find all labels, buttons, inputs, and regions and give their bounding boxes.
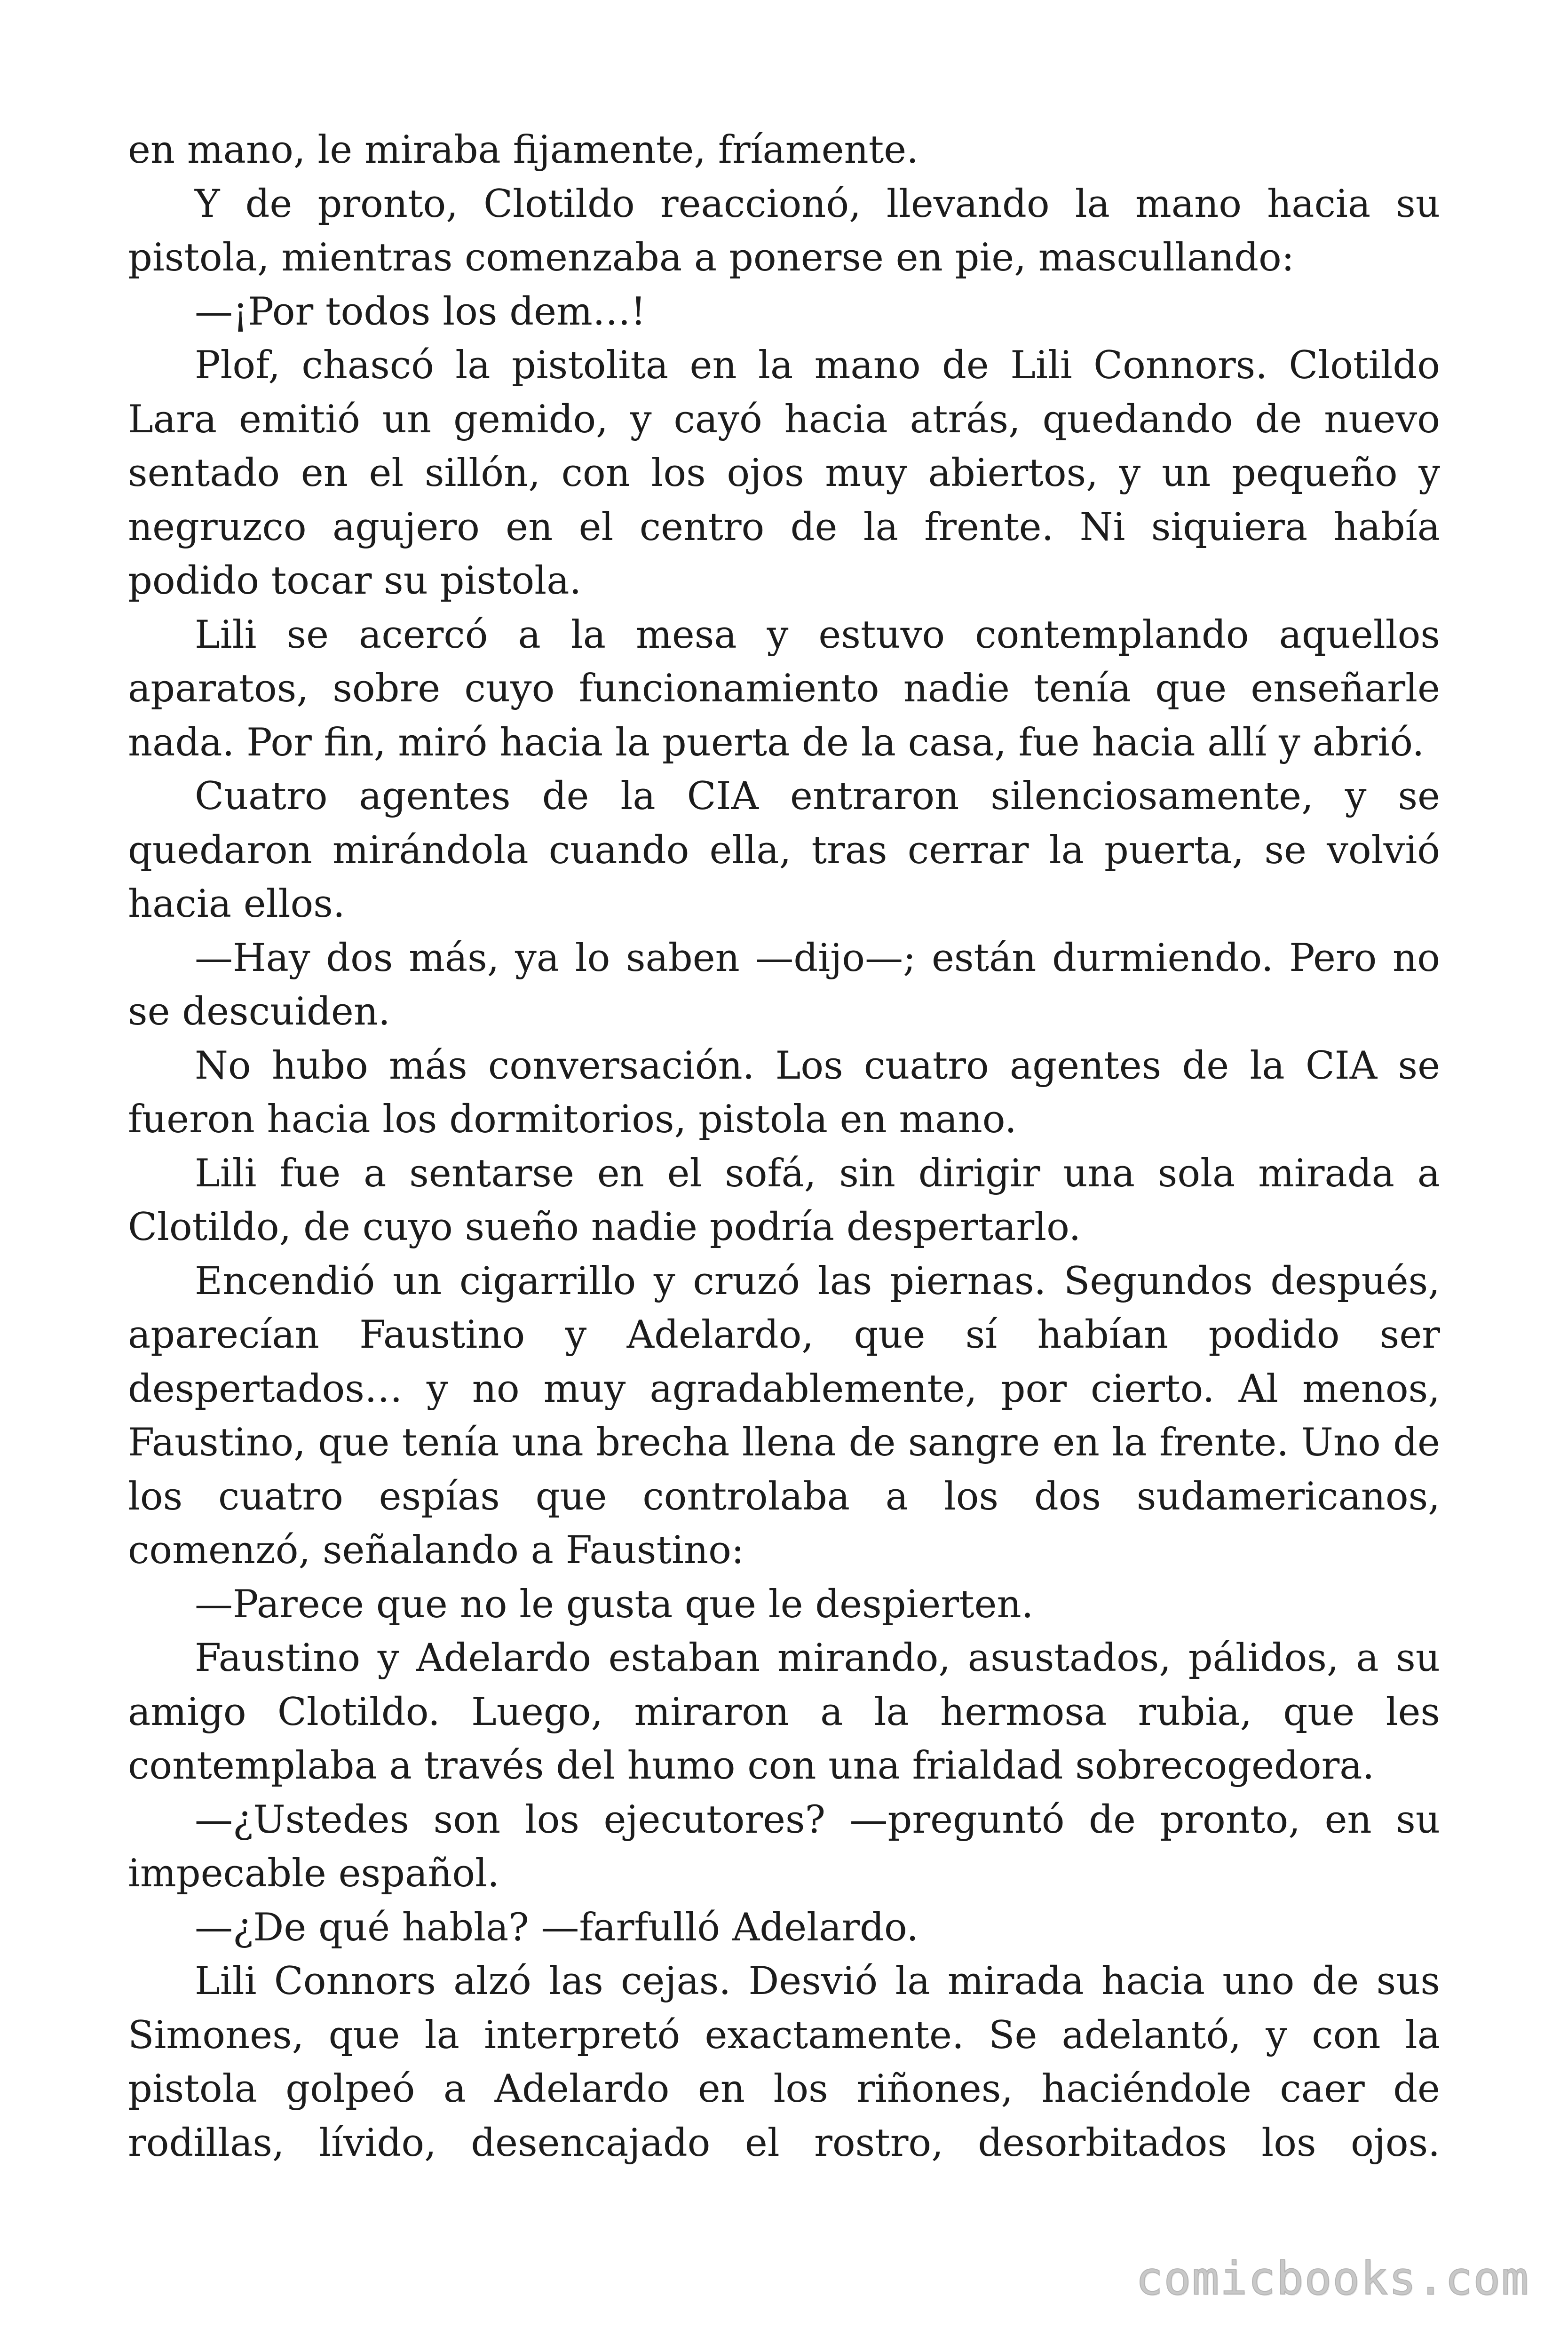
paragraph: Lili Connors alzó las cejas. Desvió la mirada hacia uno de sus Simones, que la interpretó exactamente. Se adelantó, y con la pistola golpeó a Adelardo en los riñones, haciéndole caer de rodillas, lívido, desencajado el rostro, desorbitados los ojos. [128,1959,1440,2165]
paragraph: Lili se acercó a la mesa y estuvo contemplando aquellos aparatos, sobre cuyo funcionamiento nadie tenía que enseñarle nada. Por fin, miró hacia la puerta de la casa, fue hacia allí y abrió. [128,612,1440,765]
paragraph: —Hay dos más, ya lo saben —dijo—; están durmiendo. Pero no se descuiden. [128,936,1440,1034]
paragraph: Faustino y Adelardo estaban mirando, asustados, pálidos, a su amigo Clotildo. Luego, miraron a la hermosa rubia, que les contemplaba a través del humo con una frialdad sobrecogedora. [128,1636,1440,1788]
paragraph: en mano, le miraba fijamente, fríamente. [128,128,919,172]
paragraph: Lili fue a sentarse en el sofá, sin dirigir una sola mirada a Clotildo, de cuyo sueño nadie podría despertarlo. [128,1151,1440,1249]
paragraph: Encendió un cigarrillo y cruzó las piernas. Segundos después, aparecían Faustino y Adelardo, que sí habían podido ser despertados… y no muy agradablemente, por cierto. Al menos, Faustino, que tenía una brecha llena de sangre en la frente. Uno de los cuatro espías que controlaba a los dos sudamericanos, comenzó, señalando a Faustino: [128,1259,1440,1573]
paragraph: No hubo más conversación. Los cuatro agentes de la CIA se fueron hacia los dormitorios, pistola en mano. [128,1043,1440,1142]
paragraph: Cuatro agentes de la CIA entraron silenciosamente, y se quedaron mirándola cuando ella, tras cerrar la puerta, se volvió hacia ellos. [128,774,1440,926]
paragraph: —Parece que no le gusta que le despierten. [195,1582,1034,1627]
watermark: comicbooks.com [1135,2252,1529,2305]
paragraph: —¡Por todos los dem…! [195,289,646,334]
body-text [128,123,1440,2170]
paragraph: Y de pronto, Clotildo reaccionó, llevando la mano hacia su pistola, mientras comenzaba a ponerse en pie, mascullando: [128,182,1440,280]
paragraph: —¿De qué habla? —farfulló Adelardo. [195,1905,919,1950]
paragraph: —¿Ustedes son los ejecutores? —preguntó de pronto, en su impecable español. [128,1797,1440,1896]
paragraph: Plof, chascó la pistolita en la mano de Lili Connors. Clotildo Lara emitió un gemido, y cayó hacia atrás, quedando de nuevo sentado en el sillón, con los ojos muy abiertos, y un pequeño y negruzco agujero en el centro de la frente. Ni siquiera había podido tocar su pistola. [128,343,1440,603]
